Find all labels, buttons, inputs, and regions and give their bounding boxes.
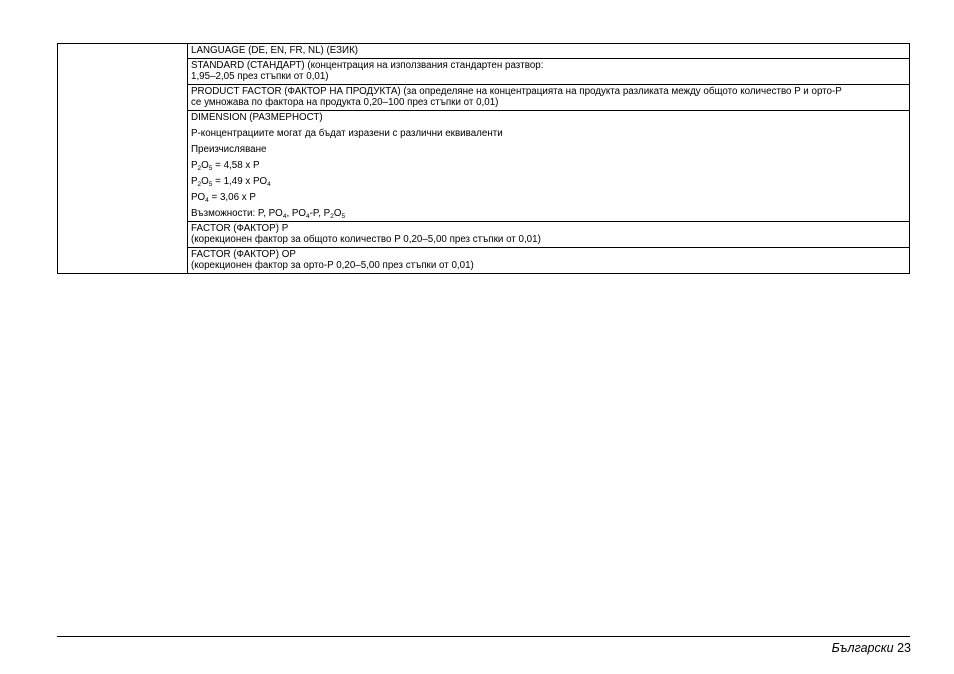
page-number: 23: [897, 641, 911, 655]
option-title: FACTOR (ФАКТОР) P: [191, 223, 289, 234]
page-footer: [832, 641, 911, 655]
table-row: [58, 44, 910, 59]
option-description: се умножава по фактора на продукта 0,20–100 през стъпки от 0,01): [191, 97, 499, 108]
footer-divider: [57, 636, 910, 637]
factor-op-cell: [188, 248, 910, 274]
option-description: P-концентрациите могат да бъдат изразени с различни еквиваленти: [191, 128, 503, 139]
option-title: DIMENSION (РАЗМЕРНОСТ): [191, 112, 323, 123]
blank-cell: [58, 44, 188, 274]
settings-table: [57, 43, 910, 274]
formula-po4-p: $PO_4 = 3,06$ x P: [191, 192, 256, 204]
language-cell: [188, 44, 910, 59]
dimension-cell: [188, 111, 910, 222]
option-title: STANDARD (СТАНДАРТ) (концентрация на използвания стандартен разтвор:: [191, 60, 544, 71]
option-title: FACTOR (ФАКТОР) OP: [191, 249, 296, 260]
product-factor-cell: [188, 85, 910, 111]
option-title: PRODUCT FACTOR (ФАКТОР НА ПРОДУКТА) (за определяне на концентрацията на продукта разликата между общото количество P и орто-P: [191, 86, 842, 97]
dimension-options: Възможности: P, $PO_4$, $PO_4-P$, $P_2O_5$: [191, 208, 346, 220]
option-description: (корекционен фактор за орто-P 0,20–5,00 през стъпки от 0,01): [191, 260, 474, 271]
option-description: 1,95–2,05 през стъпки от 0,01): [191, 71, 329, 82]
factor-p-cell: [188, 222, 910, 248]
standard-cell: [188, 59, 910, 85]
option-description: (корекционен фактор за общото количество P 0,20–5,00 през стъпки от 0,01): [191, 234, 541, 245]
option-title: LANGUAGE (DE, EN, FR, NL) (ЕЗИК): [191, 45, 359, 56]
footer-language: Български: [831, 641, 894, 655]
formula-p2o5-p: $P_2O_5 = 4,58$ x P: [191, 160, 260, 172]
conversion-heading: Преизчисляване: [191, 144, 267, 155]
formula-p2o5-po4: $P_2O_5 = 1,49$ x $PO_4$: [191, 176, 271, 188]
